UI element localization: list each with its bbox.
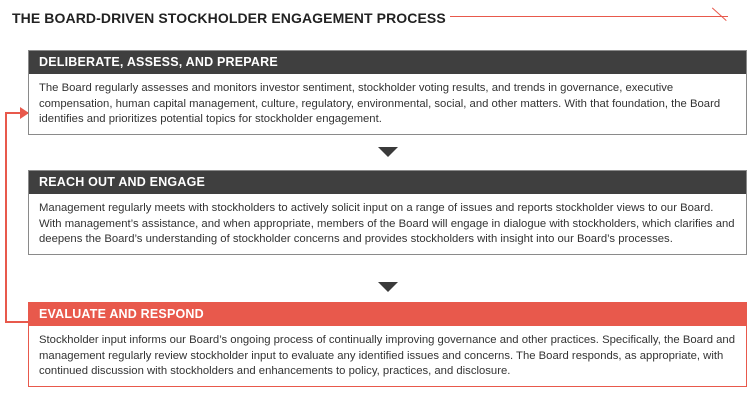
step-description: Management regularly meets with stockholders to actively solicit input on a range of issues and reports stockholder views to our Board. With management’s assistance, and when appropriate, members of the Board will engage in dialogue with stockholders, which clarifies and deepens the Board’s understanding of stockholder concerns and provides stockholders with insight into our Board’s processes. xyxy=(39,202,735,245)
step-heading: DELIBERATE, ASSESS, AND PREPARE xyxy=(29,51,746,74)
step-heading: REACH OUT AND ENGAGE xyxy=(29,171,746,194)
step-description: Stockholder input informs our Board’s ongoing process of continually improving governance and other practices. Specifically, the Board and management regularly review stockholder input to evaluate any identified issues and concerns. The Board responds, as appropriate, with continued discussion with stockholders and enhancements to policy, practices, and disclosure. xyxy=(39,334,735,377)
step-description: The Board regularly assesses and monitors investor sentiment, stockholder voting results, and trends in governance, executive compensation, human capital management, culture, regulatory, environmental, social, and other matters. With that foundation, the Board identifies and prioritizes potential topics for stockholder engagement. xyxy=(39,82,721,125)
step-reach-out xyxy=(28,170,747,255)
down-arrow xyxy=(378,147,398,157)
step-heading: EVALUATE AND RESPOND xyxy=(29,303,746,326)
down-arrow xyxy=(378,282,398,292)
title-rule-corner xyxy=(712,8,727,21)
feedback-loop-line xyxy=(5,112,29,323)
step-deliberate xyxy=(28,50,747,135)
diagram-title: THE BOARD-DRIVEN STOCKHOLDER ENGAGEMENT PROCESS xyxy=(12,10,446,26)
title-rule xyxy=(450,16,728,17)
step-evaluate xyxy=(28,302,747,387)
